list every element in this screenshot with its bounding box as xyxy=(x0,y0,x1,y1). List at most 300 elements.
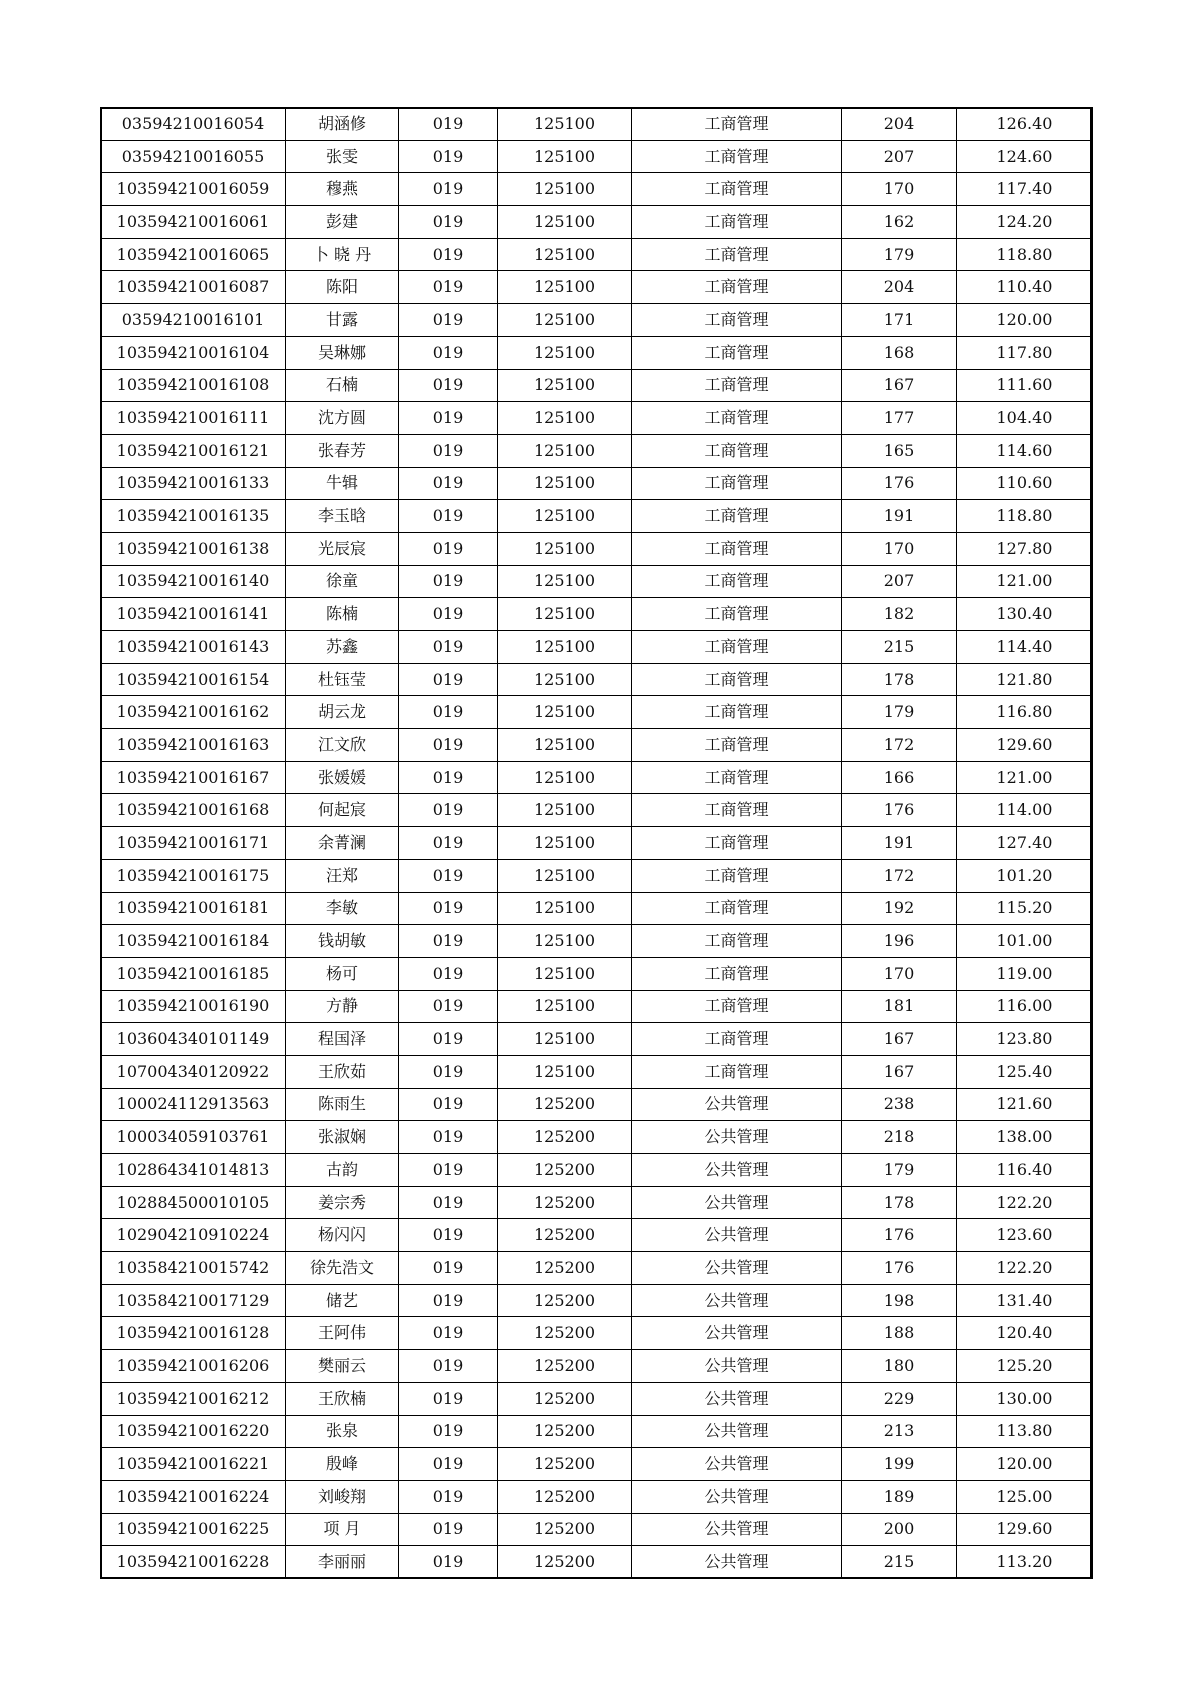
table-row xyxy=(101,663,1093,696)
candidate-name-cell: 张媛媛 xyxy=(286,761,399,794)
candidate-name-cell: 光辰宸 xyxy=(286,532,399,565)
table-row xyxy=(101,990,1093,1023)
table-row xyxy=(101,859,1093,892)
candidate-id-cell: 103594210016225 xyxy=(101,1513,286,1546)
retest-score-cell: 119.00 xyxy=(957,957,1093,990)
retest-score-cell: 113.20 xyxy=(957,1546,1093,1579)
table-row xyxy=(101,271,1093,304)
major-name-cell: 工商管理 xyxy=(632,173,842,206)
major-code-cell: 125100 xyxy=(498,369,632,402)
candidate-id-cell: 103594210016104 xyxy=(101,336,286,369)
retest-score-cell: 123.80 xyxy=(957,1023,1093,1056)
candidate-id-cell: 100024112913563 xyxy=(101,1088,286,1121)
major-name-cell: 工商管理 xyxy=(632,304,842,337)
table-row xyxy=(101,729,1093,762)
department-code-cell: 019 xyxy=(399,304,498,337)
candidate-name-cell: 陈阳 xyxy=(286,271,399,304)
department-code-cell: 019 xyxy=(399,238,498,271)
table-row xyxy=(101,1252,1093,1285)
retest-score-cell: 101.00 xyxy=(957,925,1093,958)
major-name-cell: 公共管理 xyxy=(632,1088,842,1121)
candidate-name-cell: 徐童 xyxy=(286,565,399,598)
major-code-cell: 125200 xyxy=(498,1186,632,1219)
initial-score-cell: 170 xyxy=(842,957,957,990)
initial-score-cell: 199 xyxy=(842,1448,957,1481)
retest-score-cell: 127.40 xyxy=(957,827,1093,860)
retest-score-cell: 122.20 xyxy=(957,1186,1093,1219)
major-code-cell: 125100 xyxy=(498,271,632,304)
candidate-name-cell: 方静 xyxy=(286,990,399,1023)
retest-score-cell: 138.00 xyxy=(957,1121,1093,1154)
retest-score-cell: 118.80 xyxy=(957,238,1093,271)
candidate-id-cell: 03594210016101 xyxy=(101,304,286,337)
candidate-id-cell: 103594210016061 xyxy=(101,206,286,239)
major-code-cell: 125200 xyxy=(498,1284,632,1317)
retest-score-cell: 126.40 xyxy=(957,108,1093,141)
table-row xyxy=(101,925,1093,958)
retest-score-cell: 114.40 xyxy=(957,631,1093,664)
major-code-cell: 125100 xyxy=(498,729,632,762)
major-name-cell: 工商管理 xyxy=(632,827,842,860)
initial-score-cell: 189 xyxy=(842,1480,957,1513)
major-code-cell: 125200 xyxy=(498,1382,632,1415)
initial-score-cell: 192 xyxy=(842,892,957,925)
initial-score-cell: 177 xyxy=(842,402,957,435)
department-code-cell: 019 xyxy=(399,761,498,794)
major-code-cell: 125200 xyxy=(498,1219,632,1252)
major-code-cell: 125100 xyxy=(498,925,632,958)
candidate-id-cell: 100034059103761 xyxy=(101,1121,286,1154)
initial-score-cell: 204 xyxy=(842,108,957,141)
initial-score-cell: 162 xyxy=(842,206,957,239)
initial-score-cell: 167 xyxy=(842,1055,957,1088)
candidate-id-cell: 03594210016054 xyxy=(101,108,286,141)
candidate-id-cell: 103594210016065 xyxy=(101,238,286,271)
retest-score-cell: 121.00 xyxy=(957,565,1093,598)
retest-score-cell: 130.00 xyxy=(957,1382,1093,1415)
initial-score-cell: 176 xyxy=(842,1252,957,1285)
table-row xyxy=(101,238,1093,271)
table-row xyxy=(101,1219,1093,1252)
department-code-cell: 019 xyxy=(399,1252,498,1285)
table-row xyxy=(101,1317,1093,1350)
major-name-cell: 工商管理 xyxy=(632,467,842,500)
initial-score-cell: 165 xyxy=(842,434,957,467)
initial-score-cell: 171 xyxy=(842,304,957,337)
table-row xyxy=(101,1546,1093,1579)
major-code-cell: 125100 xyxy=(498,1023,632,1056)
retest-score-cell: 116.80 xyxy=(957,696,1093,729)
retest-score-cell: 115.20 xyxy=(957,892,1093,925)
major-name-cell: 工商管理 xyxy=(632,238,842,271)
table-row xyxy=(101,892,1093,925)
major-name-cell: 工商管理 xyxy=(632,990,842,1023)
candidate-name-cell: 穆燕 xyxy=(286,173,399,206)
major-name-cell: 工商管理 xyxy=(632,1055,842,1088)
initial-score-cell: 170 xyxy=(842,532,957,565)
initial-score-cell: 196 xyxy=(842,925,957,958)
candidate-id-cell: 103594210016190 xyxy=(101,990,286,1023)
table-row xyxy=(101,957,1093,990)
department-code-cell: 019 xyxy=(399,957,498,990)
candidate-id-cell: 103594210016212 xyxy=(101,1382,286,1415)
major-name-cell: 工商管理 xyxy=(632,794,842,827)
major-name-cell: 公共管理 xyxy=(632,1513,842,1546)
table-row xyxy=(101,434,1093,467)
department-code-cell: 019 xyxy=(399,402,498,435)
major-name-cell: 工商管理 xyxy=(632,369,842,402)
table-row xyxy=(101,1186,1093,1219)
department-code-cell: 019 xyxy=(399,1121,498,1154)
candidate-name-cell: 陈雨生 xyxy=(286,1088,399,1121)
department-code-cell: 019 xyxy=(399,206,498,239)
major-name-cell: 公共管理 xyxy=(632,1448,842,1481)
major-name-cell: 工商管理 xyxy=(632,957,842,990)
candidate-id-cell: 102884500010105 xyxy=(101,1186,286,1219)
candidate-id-cell: 103594210016138 xyxy=(101,532,286,565)
initial-score-cell: 172 xyxy=(842,859,957,892)
retest-score-cell: 110.60 xyxy=(957,467,1093,500)
retest-score-cell: 124.20 xyxy=(957,206,1093,239)
candidate-id-cell: 103594210016184 xyxy=(101,925,286,958)
initial-score-cell: 191 xyxy=(842,500,957,533)
major-code-cell: 125200 xyxy=(498,1121,632,1154)
department-code-cell: 019 xyxy=(399,663,498,696)
candidate-id-cell: 103594210016220 xyxy=(101,1415,286,1448)
major-name-cell: 工商管理 xyxy=(632,108,842,141)
major-name-cell: 公共管理 xyxy=(632,1186,842,1219)
major-code-cell: 125100 xyxy=(498,402,632,435)
table-row xyxy=(101,336,1093,369)
retest-score-cell: 104.40 xyxy=(957,402,1093,435)
department-code-cell: 019 xyxy=(399,1415,498,1448)
major-code-cell: 125100 xyxy=(498,663,632,696)
initial-score-cell: 168 xyxy=(842,336,957,369)
initial-score-cell: 176 xyxy=(842,1219,957,1252)
candidate-id-cell: 103594210016181 xyxy=(101,892,286,925)
results-table xyxy=(100,107,1093,1579)
table-row xyxy=(101,206,1093,239)
table-row xyxy=(101,761,1093,794)
major-code-cell: 125200 xyxy=(498,1154,632,1187)
initial-score-cell: 191 xyxy=(842,827,957,860)
table-row xyxy=(101,1513,1093,1546)
department-code-cell: 019 xyxy=(399,729,498,762)
major-name-cell: 工商管理 xyxy=(632,434,842,467)
retest-score-cell: 125.00 xyxy=(957,1480,1093,1513)
department-code-cell: 019 xyxy=(399,1055,498,1088)
department-code-cell: 019 xyxy=(399,108,498,141)
major-name-cell: 公共管理 xyxy=(632,1219,842,1252)
department-code-cell: 019 xyxy=(399,173,498,206)
table-row xyxy=(101,140,1093,173)
major-code-cell: 125100 xyxy=(498,598,632,631)
table-row xyxy=(101,369,1093,402)
department-code-cell: 019 xyxy=(399,1284,498,1317)
candidate-id-cell: 103584210015742 xyxy=(101,1252,286,1285)
initial-score-cell: 229 xyxy=(842,1382,957,1415)
initial-score-cell: 238 xyxy=(842,1088,957,1121)
candidate-name-cell: 胡云龙 xyxy=(286,696,399,729)
candidate-name-cell: 王欣楠 xyxy=(286,1382,399,1415)
department-code-cell: 019 xyxy=(399,532,498,565)
initial-score-cell: 179 xyxy=(842,238,957,271)
candidate-id-cell: 03594210016055 xyxy=(101,140,286,173)
table-row xyxy=(101,565,1093,598)
department-code-cell: 019 xyxy=(399,859,498,892)
candidate-id-cell: 103594210016141 xyxy=(101,598,286,631)
major-name-cell: 公共管理 xyxy=(632,1121,842,1154)
department-code-cell: 019 xyxy=(399,1219,498,1252)
major-code-cell: 125100 xyxy=(498,238,632,271)
retest-score-cell: 123.60 xyxy=(957,1219,1093,1252)
initial-score-cell: 198 xyxy=(842,1284,957,1317)
initial-score-cell: 176 xyxy=(842,467,957,500)
major-code-cell: 125100 xyxy=(498,304,632,337)
major-name-cell: 工商管理 xyxy=(632,500,842,533)
candidate-id-cell: 103594210016224 xyxy=(101,1480,286,1513)
major-code-cell: 125200 xyxy=(498,1317,632,1350)
department-code-cell: 019 xyxy=(399,1382,498,1415)
department-code-cell: 019 xyxy=(399,1546,498,1579)
major-code-cell: 125100 xyxy=(498,859,632,892)
retest-score-cell: 117.80 xyxy=(957,336,1093,369)
major-code-cell: 125200 xyxy=(498,1252,632,1285)
retest-score-cell: 122.20 xyxy=(957,1252,1093,1285)
candidate-name-cell: 王欣茹 xyxy=(286,1055,399,1088)
department-code-cell: 019 xyxy=(399,369,498,402)
major-name-cell: 公共管理 xyxy=(632,1284,842,1317)
table-row xyxy=(101,402,1093,435)
candidate-name-cell: 杨闪闪 xyxy=(286,1219,399,1252)
candidate-name-cell: 姜宗秀 xyxy=(286,1186,399,1219)
candidate-name-cell: 彭建 xyxy=(286,206,399,239)
candidate-name-cell: 李敏 xyxy=(286,892,399,925)
candidate-id-cell: 103594210016221 xyxy=(101,1448,286,1481)
department-code-cell: 019 xyxy=(399,892,498,925)
candidate-name-cell: 殷峰 xyxy=(286,1448,399,1481)
major-code-cell: 125100 xyxy=(498,467,632,500)
department-code-cell: 019 xyxy=(399,1186,498,1219)
initial-score-cell: 167 xyxy=(842,1023,957,1056)
department-code-cell: 019 xyxy=(399,598,498,631)
candidate-id-cell: 103594210016133 xyxy=(101,467,286,500)
department-code-cell: 019 xyxy=(399,565,498,598)
initial-score-cell: 215 xyxy=(842,1546,957,1579)
initial-score-cell: 215 xyxy=(842,631,957,664)
table-row xyxy=(101,1415,1093,1448)
candidate-id-cell: 103594210016140 xyxy=(101,565,286,598)
candidate-name-cell: 卜 晓 丹 xyxy=(286,238,399,271)
major-name-cell: 公共管理 xyxy=(632,1154,842,1187)
table-row xyxy=(101,1023,1093,1056)
table-row xyxy=(101,631,1093,664)
initial-score-cell: 167 xyxy=(842,369,957,402)
retest-score-cell: 129.60 xyxy=(957,1513,1093,1546)
department-code-cell: 019 xyxy=(399,696,498,729)
table-row xyxy=(101,1284,1093,1317)
candidate-name-cell: 杨可 xyxy=(286,957,399,990)
initial-score-cell: 179 xyxy=(842,1154,957,1187)
candidate-name-cell: 刘峻翔 xyxy=(286,1480,399,1513)
candidate-id-cell: 102864341014813 xyxy=(101,1154,286,1187)
candidate-name-cell: 张泉 xyxy=(286,1415,399,1448)
candidate-name-cell: 石楠 xyxy=(286,369,399,402)
major-code-cell: 125100 xyxy=(498,434,632,467)
department-code-cell: 019 xyxy=(399,990,498,1023)
candidate-name-cell: 李玉晗 xyxy=(286,500,399,533)
major-name-cell: 公共管理 xyxy=(632,1252,842,1285)
table-row xyxy=(101,467,1093,500)
major-code-cell: 125200 xyxy=(498,1415,632,1448)
table-row xyxy=(101,1121,1093,1154)
candidate-id-cell: 103594210016163 xyxy=(101,729,286,762)
candidate-id-cell: 103604340101149 xyxy=(101,1023,286,1056)
retest-score-cell: 129.60 xyxy=(957,729,1093,762)
candidate-name-cell: 钱胡敏 xyxy=(286,925,399,958)
candidate-id-cell: 103594210016168 xyxy=(101,794,286,827)
table-row xyxy=(101,1480,1093,1513)
table-row xyxy=(101,304,1093,337)
major-code-cell: 125100 xyxy=(498,631,632,664)
candidate-id-cell: 103594210016143 xyxy=(101,631,286,664)
retest-score-cell: 130.40 xyxy=(957,598,1093,631)
major-name-cell: 工商管理 xyxy=(632,598,842,631)
candidate-name-cell: 王阿伟 xyxy=(286,1317,399,1350)
retest-score-cell: 114.60 xyxy=(957,434,1093,467)
major-name-cell: 工商管理 xyxy=(632,271,842,304)
initial-score-cell: 181 xyxy=(842,990,957,1023)
major-code-cell: 125200 xyxy=(498,1480,632,1513)
retest-score-cell: 101.20 xyxy=(957,859,1093,892)
major-name-cell: 公共管理 xyxy=(632,1546,842,1579)
major-name-cell: 工商管理 xyxy=(632,925,842,958)
retest-score-cell: 117.40 xyxy=(957,173,1093,206)
major-code-cell: 125100 xyxy=(498,140,632,173)
retest-score-cell: 111.60 xyxy=(957,369,1093,402)
initial-score-cell: 166 xyxy=(842,761,957,794)
candidate-id-cell: 103584210017129 xyxy=(101,1284,286,1317)
retest-score-cell: 124.60 xyxy=(957,140,1093,173)
initial-score-cell: 207 xyxy=(842,565,957,598)
major-code-cell: 125100 xyxy=(498,696,632,729)
department-code-cell: 019 xyxy=(399,271,498,304)
major-name-cell: 工商管理 xyxy=(632,631,842,664)
candidate-id-cell: 103594210016087 xyxy=(101,271,286,304)
department-code-cell: 019 xyxy=(399,1480,498,1513)
candidate-name-cell: 李丽丽 xyxy=(286,1546,399,1579)
retest-score-cell: 127.80 xyxy=(957,532,1093,565)
table-row xyxy=(101,598,1093,631)
major-name-cell: 工商管理 xyxy=(632,532,842,565)
candidate-id-cell: 103594210016111 xyxy=(101,402,286,435)
retest-score-cell: 116.00 xyxy=(957,990,1093,1023)
major-name-cell: 工商管理 xyxy=(632,206,842,239)
major-code-cell: 125100 xyxy=(498,500,632,533)
department-code-cell: 019 xyxy=(399,1154,498,1187)
candidate-name-cell: 项 月 xyxy=(286,1513,399,1546)
candidate-name-cell: 余菁澜 xyxy=(286,827,399,860)
results-table-body xyxy=(101,108,1093,1579)
department-code-cell: 019 xyxy=(399,1513,498,1546)
department-code-cell: 019 xyxy=(399,631,498,664)
department-code-cell: 019 xyxy=(399,1317,498,1350)
department-code-cell: 019 xyxy=(399,336,498,369)
candidate-name-cell: 程国泽 xyxy=(286,1023,399,1056)
table-row xyxy=(101,1448,1093,1481)
major-name-cell: 工商管理 xyxy=(632,729,842,762)
major-name-cell: 公共管理 xyxy=(632,1480,842,1513)
candidate-name-cell: 储艺 xyxy=(286,1284,399,1317)
candidate-id-cell: 103594210016228 xyxy=(101,1546,286,1579)
retest-score-cell: 125.20 xyxy=(957,1350,1093,1383)
initial-score-cell: 170 xyxy=(842,173,957,206)
major-code-cell: 125100 xyxy=(498,173,632,206)
major-code-cell: 125100 xyxy=(498,565,632,598)
department-code-cell: 019 xyxy=(399,467,498,500)
retest-score-cell: 113.80 xyxy=(957,1415,1093,1448)
initial-score-cell: 200 xyxy=(842,1513,957,1546)
department-code-cell: 019 xyxy=(399,140,498,173)
candidate-name-cell: 汪郑 xyxy=(286,859,399,892)
initial-score-cell: 182 xyxy=(842,598,957,631)
table-row xyxy=(101,827,1093,860)
table-row xyxy=(101,1350,1093,1383)
retest-score-cell: 131.40 xyxy=(957,1284,1093,1317)
table-row xyxy=(101,696,1093,729)
major-code-cell: 125100 xyxy=(498,532,632,565)
candidate-name-cell: 徐先浩文 xyxy=(286,1252,399,1285)
candidate-id-cell: 103594210016135 xyxy=(101,500,286,533)
table-row xyxy=(101,1088,1093,1121)
major-code-cell: 125100 xyxy=(498,794,632,827)
major-name-cell: 工商管理 xyxy=(632,402,842,435)
major-name-cell: 公共管理 xyxy=(632,1317,842,1350)
department-code-cell: 019 xyxy=(399,794,498,827)
major-code-cell: 125100 xyxy=(498,336,632,369)
initial-score-cell: 204 xyxy=(842,271,957,304)
candidate-name-cell: 沈方圆 xyxy=(286,402,399,435)
results-table-sheet xyxy=(100,107,1092,1579)
major-name-cell: 公共管理 xyxy=(632,1382,842,1415)
candidate-name-cell: 张雯 xyxy=(286,140,399,173)
major-code-cell: 125100 xyxy=(498,1055,632,1088)
major-name-cell: 工商管理 xyxy=(632,761,842,794)
table-row xyxy=(101,794,1093,827)
major-name-cell: 公共管理 xyxy=(632,1350,842,1383)
major-code-cell: 125200 xyxy=(498,1088,632,1121)
retest-score-cell: 118.80 xyxy=(957,500,1093,533)
department-code-cell: 019 xyxy=(399,1023,498,1056)
candidate-name-cell: 甘露 xyxy=(286,304,399,337)
initial-score-cell: 179 xyxy=(842,696,957,729)
candidate-id-cell: 103594210016128 xyxy=(101,1317,286,1350)
major-name-cell: 工商管理 xyxy=(632,565,842,598)
department-code-cell: 019 xyxy=(399,500,498,533)
major-name-cell: 工商管理 xyxy=(632,859,842,892)
retest-score-cell: 125.40 xyxy=(957,1055,1093,1088)
initial-score-cell: 172 xyxy=(842,729,957,762)
table-row xyxy=(101,532,1093,565)
candidate-id-cell: 103594210016059 xyxy=(101,173,286,206)
retest-score-cell: 116.40 xyxy=(957,1154,1093,1187)
initial-score-cell: 218 xyxy=(842,1121,957,1154)
candidate-name-cell: 樊丽云 xyxy=(286,1350,399,1383)
department-code-cell: 019 xyxy=(399,434,498,467)
major-code-cell: 125200 xyxy=(498,1448,632,1481)
candidate-name-cell: 张春芳 xyxy=(286,434,399,467)
retest-score-cell: 121.60 xyxy=(957,1088,1093,1121)
